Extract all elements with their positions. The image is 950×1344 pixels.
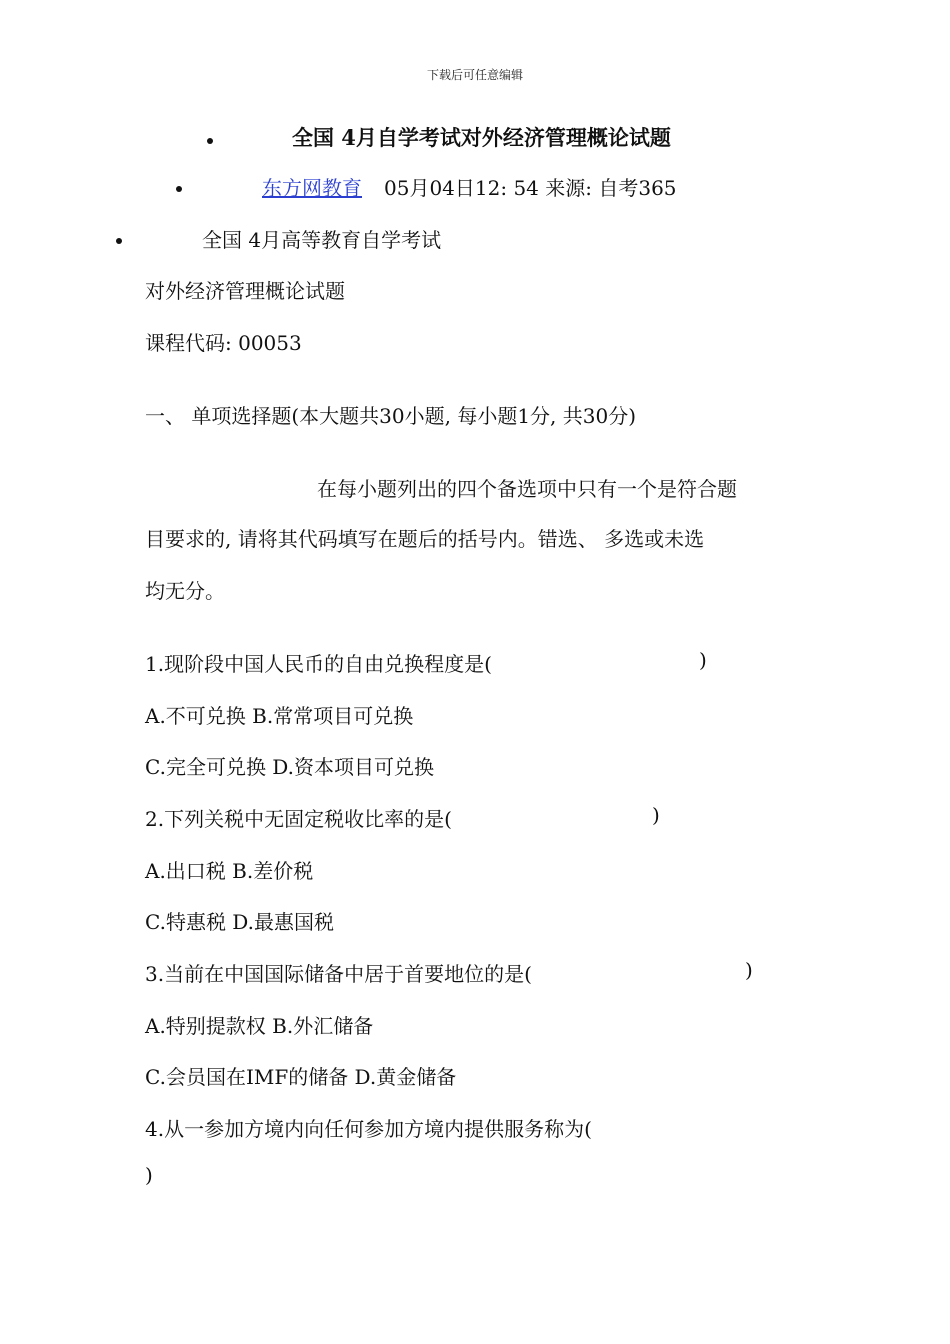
question-stem: 4.从一参加方境内向任何参加方境内提供服务称为( [145, 1117, 592, 1141]
instructions-line: 目要求的, 请将其代码填写在题后的括号内。错选、 多选或未选 [145, 527, 705, 551]
question-stem: 1.现阶段中国人民币的自由兑换程度是( [145, 652, 492, 676]
question-options: A.特别提款权 B.外汇储备 [145, 1014, 374, 1038]
question-options: A.不可兑换 B.常常项目可兑换 [145, 704, 414, 728]
page-title: 全国 4月自学考试对外经济管理概论试题 [292, 125, 671, 150]
header-note: 下载后可任意编辑 [426, 68, 523, 82]
section-heading: 一、 单项选择题(本大题共30小题, 每小题1分, 共30分) [145, 404, 637, 428]
article-meta [262, 172, 677, 201]
bullet-dot [176, 186, 182, 192]
exam-heading: 全国 4月高等教育自学考试 [202, 228, 442, 252]
question-stem: 2.下列关税中无固定税收比率的是( [145, 807, 452, 831]
question-options: C.会员国在IMF的储备 D.黄金储备 [145, 1065, 457, 1089]
course-code: 课程代码: 00053 [145, 331, 302, 355]
bullet-dot [207, 138, 213, 144]
subject-title: 对外经济管理概论试题 [145, 279, 345, 303]
datetime-source: 05月04日12: 54 来源: 自考365 [384, 176, 677, 200]
question-options: C.完全可兑换 D.资本项目可兑换 [145, 755, 434, 779]
question-options: A.出口税 B.差价税 [145, 859, 314, 883]
instructions-line: 均无分。 [145, 579, 225, 603]
instructions-line: 在每小题列出的四个备选项中只有一个是符合题 [317, 477, 737, 501]
answer-bracket: ) [145, 1163, 153, 1187]
question-options: C.特惠税 D.最惠国税 [145, 910, 334, 934]
answer-bracket: ) [699, 648, 707, 672]
answer-bracket: ) [745, 958, 753, 982]
source-link[interactable]: 东方网教育 [262, 176, 362, 200]
bullet-dot [116, 238, 122, 244]
answer-bracket: ) [652, 803, 660, 827]
question-stem: 3.当前在中国国际储备中居于首要地位的是( [145, 962, 532, 986]
